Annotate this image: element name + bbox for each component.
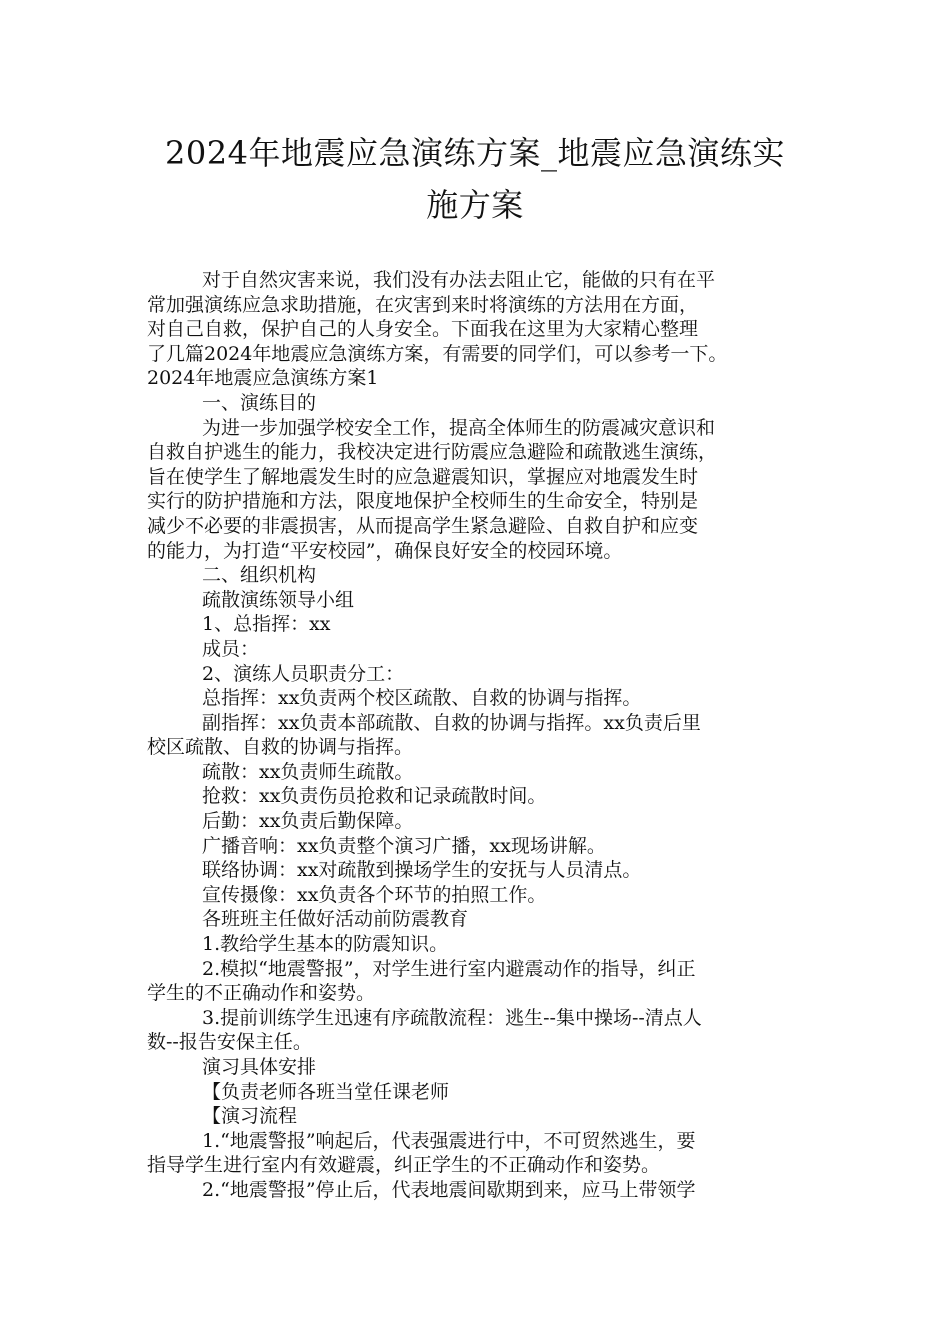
paragraph-line: 副指挥：xx负责本部疏散、自救的协调与指挥。xx负责后里: [202, 711, 701, 734]
paragraph-line: 旨在使学生了解地震发生时的应急避震知识，掌握应对地震发生时: [147, 465, 699, 488]
paragraph-line: 3.提前训练学生迅速有序疏散流程：逃生--集中操场--清点人: [202, 1006, 702, 1029]
paragraph-line: 2024年地震应急演练方案1: [147, 367, 379, 390]
paragraph-line: 2.模拟“地震警报”，对学生进行室内避震动作的指导，纠正: [202, 957, 696, 980]
paragraph-line: 数--报告安保主任。: [147, 1031, 312, 1054]
paragraph-line: 成员：: [202, 637, 260, 660]
paragraph-line: 校区疏散、自救的协调与指挥。: [147, 736, 414, 759]
paragraph-line: 减少不必要的非震损害，从而提高学生紧急避险、自救自护和应变: [147, 514, 699, 537]
paragraph-line: 广播音响：xx负责整个演习广播，xx现场讲解。: [202, 834, 606, 857]
paragraph-line: 二、组织机构: [202, 564, 317, 587]
paragraph-line: 总指挥：xx负责两个校区疏散、自救的协调与指挥。: [202, 687, 642, 710]
paragraph-line: 1、总指挥：xx: [202, 613, 331, 636]
paragraph-line: 联络协调：xx对疏散到操场学生的安抚与人员清点。: [202, 859, 642, 882]
paragraph-line: 实行的防护措施和方法，限度地保护全校师生的生命安全，特别是: [147, 490, 699, 513]
paragraph-line: 指导学生进行室内有效避震，纠正学生的不正确动作和姿势。: [147, 1154, 661, 1177]
paragraph-line: 各班班主任做好活动前防震教育: [202, 908, 469, 931]
paragraph-line: 【负责老师各班当堂任课老师: [202, 1080, 450, 1103]
paragraph-line: 后勤：xx负责后勤保障。: [202, 810, 414, 833]
paragraph-line: 抢救：xx负责伤员抢救和记录疏散时间。: [202, 785, 547, 808]
paragraph-line: 1.教给学生基本的防震知识。: [202, 933, 449, 956]
paragraph-line: 对自己自救，保护自己的人身安全。下面我在这里为大家精心整理: [147, 318, 699, 341]
paragraph-line: 宣传摄像：xx负责各个环节的拍照工作。: [202, 883, 547, 906]
paragraph-line: 疏散演练领导小组: [202, 588, 355, 611]
document-body: [147, 268, 827, 1203]
paragraph-line: 自救自护逃生的能力，我校决定进行防震应急避险和疏散逃生演练，: [147, 441, 718, 464]
paragraph-line: 演习具体安排: [202, 1056, 317, 1078]
paragraph-line: 1.“地震警报”响起后，代表强震进行中，不可贸然逃生，要: [202, 1129, 696, 1152]
paragraph-line: 疏散：xx负责师生疏散。: [202, 760, 414, 783]
title-line-1: 2024年地震应急演练方案_地震应急演练实: [165, 134, 785, 172]
document-title: [120, 127, 830, 231]
paragraph-line: 常加强演练应急求助措施，在灾害到来时将演练的方法用在方面，: [147, 293, 699, 316]
paragraph-line: 对于自然灾害来说，我们没有办法去阻止它，能做的只有在平: [202, 269, 716, 291]
paragraph-line: 一、演练目的: [202, 391, 317, 414]
paragraph-line: 【演习流程: [202, 1105, 298, 1128]
title-line-2: 施方案: [426, 186, 524, 224]
paragraph-line: 了几篇2024年地震应急演练方案，有需要的同学们，可以参考一下。: [147, 342, 728, 365]
paragraph-line: 为进一步加强学校安全工作，提高全体师生的防震减灾意识和: [202, 416, 716, 439]
paragraph-line: 学生的不正确动作和姿势。: [147, 982, 376, 1005]
paragraph-line: 2.“地震警报”停止后，代表地震间歇期到来，应马上带领学: [202, 1178, 696, 1201]
paragraph-line: 2、演练人员职责分工：: [202, 662, 405, 685]
paragraph-line: 的能力，为打造“平安校园”，确保良好安全的校园环境。: [147, 539, 623, 562]
